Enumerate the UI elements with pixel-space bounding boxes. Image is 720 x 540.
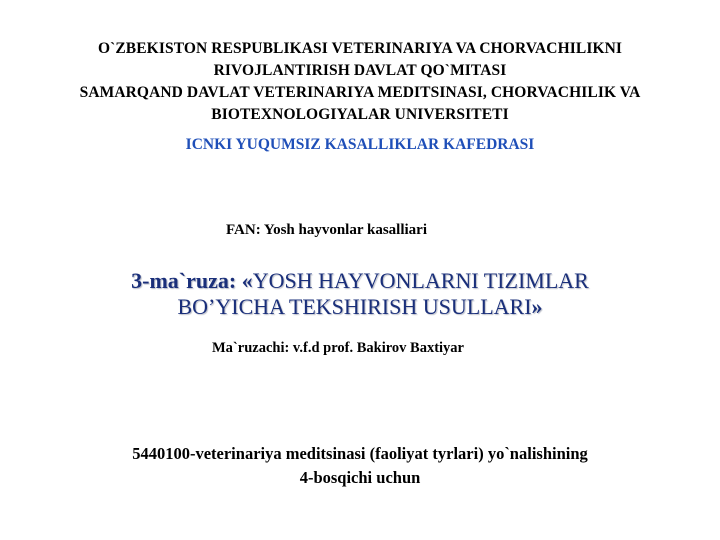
subject-label: FAN: Yosh hayvonlar kasalliari	[226, 222, 427, 238]
speaker-name: Ma`ruzachi: v.f.d prof. Bakirov Baxtiyar	[212, 340, 464, 356]
lecture-title-part-1: YOSH HAYVONLARNI TIZIMLAR	[252, 268, 589, 293]
open-quote: «	[241, 268, 253, 293]
lecture-title-line-1	[0, 268, 720, 294]
header-line-3: SAMARQAND DAVLAT VETERINARIYA MEDITSINASI, CHORVACHILIK VA	[79, 84, 641, 101]
lecture-title-line-2	[0, 294, 720, 320]
footer-line-1: 5440100-veterinariya meditsinasi (faoliyat tyrlari) yo`nalishining	[132, 444, 588, 463]
header-line-4: BIOTEXNOLOGIYALAR UNIVERSITETI	[211, 106, 509, 123]
lecture-title-part-2: BO’YICHA TEKSHIRISH USULLARI	[177, 294, 532, 319]
close-quote: »	[531, 294, 543, 319]
lecture-number: 3-ma`ruza:	[131, 268, 237, 293]
footer-line-2: 4-bosqichi uchun	[299, 468, 421, 487]
header-line-1: O`ZBEKISTON RESPUBLIKASI VETERINARIYA VA CHORVACHILIKNI	[97, 40, 623, 57]
department-name: ICNKI YUQUMSIZ KASALLIKLAR KAFEDRASI	[185, 136, 535, 153]
header-line-2: RIVOJLANTIRISH DAVLAT QO`MITASI	[213, 62, 507, 79]
